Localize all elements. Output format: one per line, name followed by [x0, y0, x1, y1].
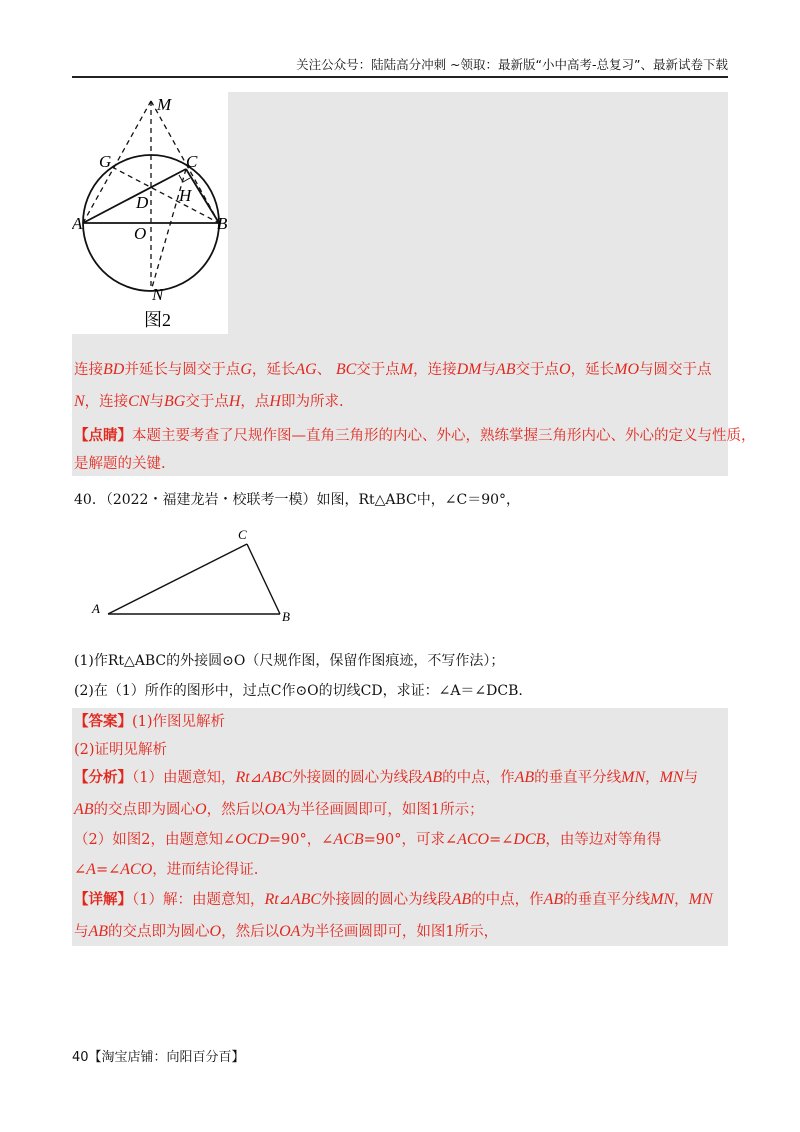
question-40-stem: 40．（2022・福建龙岩・校联考一模）如图，Rt△ABC中，∠C＝90°，	[74, 492, 521, 508]
answer-line-2: (2)证明见解析	[74, 742, 168, 758]
label-h: H	[179, 186, 192, 205]
header-rule	[72, 76, 728, 78]
analysis-line-1: 【分析】（1）由题意知，Rt⊿ABC外接圆的圆心为线段AB的中点，作AB的垂直平分线MN，MN与	[74, 769, 699, 786]
answer-line-1: 【答案】(1)作图见解析	[74, 713, 226, 730]
side-bc	[247, 544, 280, 614]
triangle-label-c: C	[238, 527, 247, 542]
label-b: B	[217, 214, 228, 233]
triangle-abc-diagram	[90, 525, 310, 630]
triangle-label-a: A	[92, 601, 100, 616]
detail-line-2: 与AB的交点即为圆心O，然后以OA为半径画圆即可，如图1所示，	[74, 923, 499, 940]
figure-2-diagram	[72, 92, 232, 334]
triangle-label-b: B	[282, 609, 290, 624]
side-ac	[108, 544, 247, 614]
analysis-line-2: AB的交点即为圆心O，然后以OA为半径画圆即可，如图1所示；	[74, 801, 484, 818]
line-gb	[112, 167, 219, 223]
question-40-part-1: (1)作Rt△ABC的外接圆⊙O（尺规作图，保留作图痕迹，不写作法）；	[74, 653, 505, 669]
question-40-part-2: (2)在（1）所作的图形中，过点C作⊙O的切线CD，求证：∠A＝∠DCB.	[74, 683, 523, 699]
comment-line-1: 【点睛】本题主要考查了尺规作图—直角三角形的内心、外心，熟练掌握三角形内心、外心的定义与性质，	[74, 427, 756, 444]
label-m: M	[157, 95, 172, 114]
analysis-line-3: （2）如图2，由题意知∠OCD=90°，∠ACB=90°，可求∠ACO=∠DCB，由等边对等角得	[74, 831, 662, 848]
comment-line-2: 是解题的关键.	[74, 456, 166, 472]
solution-line-2: N，连接CN与BG交于点H，点H即为所求.	[74, 393, 344, 410]
figure-2-caption: 图2	[144, 310, 171, 330]
label-a: A	[72, 214, 83, 233]
solution-line-1: 连接BD并延长与圆交于点G，延长AG、 BC交于点M，连接DM与AB交于点O，延长MO与圆交于点	[74, 361, 712, 378]
label-n: N	[152, 285, 164, 304]
label-o: O	[134, 224, 147, 243]
solution-block-2	[72, 708, 728, 946]
page-header: 关注公众号：陆陆高分冲刺 ~领取：最新版“小中高考-总复习”、最新试卷下载	[296, 57, 728, 72]
label-c: C	[186, 152, 198, 171]
label-g: G	[99, 152, 112, 171]
analysis-line-4: ∠A=∠ACO，进而结论得证.	[74, 861, 259, 878]
detail-line-1: 【详解】（1）解：由题意知，Rt⊿ABC外接圆的圆心为线段AB的中点，作AB的垂直平分线MN，MN	[74, 891, 713, 908]
right-angle-mark	[179, 175, 190, 182]
page-footer: 40【淘宝店铺：向阳百分百】	[72, 1050, 245, 1065]
label-d: D	[136, 193, 149, 212]
